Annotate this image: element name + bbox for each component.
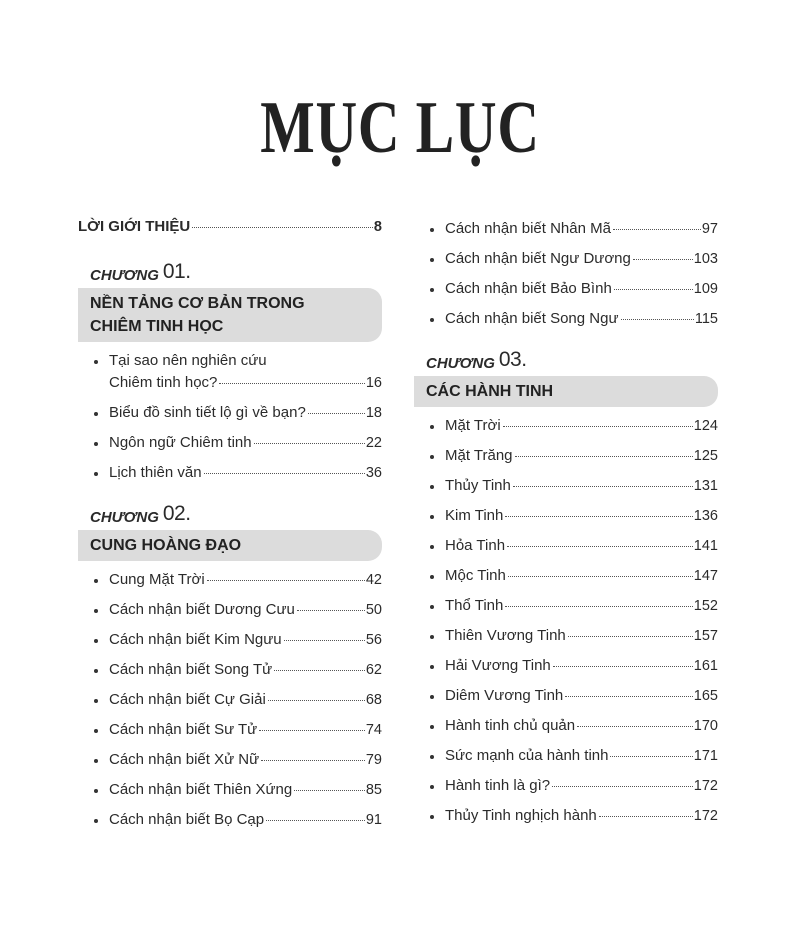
toc-entry-page: 97 — [701, 221, 718, 237]
chapter-title-line: CÁC HÀNH TINH — [426, 383, 554, 400]
toc-entry-line — [109, 462, 382, 484]
toc-entry[interactable] — [414, 218, 718, 240]
leader-dots — [507, 546, 693, 547]
chapter-label — [78, 256, 382, 288]
toc-entry-page: 152 — [693, 598, 718, 614]
leader-dots — [553, 666, 693, 667]
toc-entry[interactable] — [78, 462, 382, 484]
toc-entry-line — [109, 432, 382, 454]
toc-entry-line — [109, 779, 382, 801]
toc-entry-label: Cách nhận biết Song Ngư — [445, 310, 619, 327]
leader-dots — [508, 576, 693, 577]
toc-entry[interactable] — [414, 685, 718, 707]
toc-entry-label: Cách nhận biết Song Tử — [109, 661, 273, 678]
toc-entry-line — [445, 805, 718, 827]
chapter-title — [78, 530, 382, 561]
toc-entry-page: 103 — [693, 251, 718, 267]
leader-dots — [614, 289, 693, 290]
toc-entry-label: Cách nhận biết Nhân Mã — [445, 220, 611, 237]
toc-entry-label: Chiêm tinh học? — [109, 374, 218, 391]
chapter-title-line: CHIÊM TINH HỌC — [90, 318, 224, 335]
toc-entry-line — [445, 248, 718, 270]
toc-entry-label: Cách nhận biết Bảo Bình — [445, 280, 612, 297]
toc-entry[interactable] — [414, 278, 718, 300]
toc-entry-label: Thủy Tinh nghịch hành — [445, 807, 597, 824]
chapter-label — [78, 498, 382, 530]
toc-entry-page: 79 — [365, 752, 382, 768]
leader-dots — [192, 227, 373, 228]
toc-entry-page: 136 — [693, 508, 718, 524]
leader-dots — [505, 516, 692, 517]
toc-entry-page: 124 — [693, 418, 718, 434]
toc-entry-label: Cách nhận biết Thiên Xứng — [109, 781, 293, 798]
toc-intro-page: 8 — [373, 219, 382, 235]
toc-entry-page: 68 — [365, 692, 382, 708]
toc-entry-label: Cách nhận biết Xử Nữ — [109, 751, 260, 768]
leader-dots — [266, 820, 365, 821]
toc-entry-line — [109, 809, 382, 831]
toc-entry[interactable] — [78, 809, 382, 831]
toc-entry[interactable] — [78, 569, 382, 591]
toc-left-column — [78, 218, 382, 845]
toc-entry[interactable] — [78, 629, 382, 651]
toc-entry[interactable] — [414, 308, 718, 330]
toc-entry-line — [445, 625, 718, 647]
toc-entry-label: Thủy Tinh — [445, 477, 511, 494]
toc-entry-page: 125 — [693, 448, 718, 464]
toc-entry-page: 172 — [693, 778, 718, 794]
toc-entry-line — [109, 350, 382, 372]
toc-entry-list — [414, 218, 718, 330]
toc-entry-page: 36 — [365, 465, 382, 481]
leader-dots — [599, 816, 693, 817]
toc-intro-label: LỜI GIỚI THIỆU — [78, 218, 191, 235]
leader-dots — [610, 756, 692, 757]
toc-entry-label: Cách nhận biết Bọ Cạp — [109, 811, 265, 828]
toc-entry-line — [109, 719, 382, 741]
chapter-word: CHƯƠNG — [426, 355, 495, 372]
toc-entry-line — [445, 715, 718, 737]
toc-entry-label: Thiên Vương Tinh — [445, 627, 566, 644]
chapter-number: 01. — [162, 260, 191, 283]
toc-entry-line — [109, 599, 382, 621]
leader-dots — [297, 610, 365, 611]
chapter-section-01 — [78, 256, 382, 484]
leader-dots — [552, 786, 693, 787]
toc-entry-page: 115 — [694, 311, 718, 327]
toc-entry-page: 85 — [365, 782, 382, 798]
toc-intro-entry[interactable] — [78, 218, 382, 242]
toc-entry-page: 91 — [365, 812, 382, 828]
toc-entry[interactable] — [414, 655, 718, 677]
toc-entry-page: 147 — [693, 568, 718, 584]
toc-entry-page: 50 — [365, 602, 382, 618]
toc-entry-page: 16 — [365, 375, 382, 391]
toc-entry-label: Cung Mặt Trời — [109, 571, 205, 588]
chapter-word: CHƯƠNG — [90, 267, 159, 284]
toc-entry[interactable] — [414, 475, 718, 497]
toc-entry-line — [445, 505, 718, 527]
toc-entry-line — [109, 749, 382, 771]
leader-dots — [505, 606, 692, 607]
leader-dots — [577, 726, 693, 727]
toc-entry-line — [109, 629, 382, 651]
toc-entry-line — [109, 689, 382, 711]
toc-entry-label: Mặt Trời — [445, 417, 501, 434]
toc-entry-label: Cách nhận biết Ngư Dương — [445, 250, 631, 267]
toc-entry-line — [445, 278, 718, 300]
chapter-label — [414, 344, 718, 376]
toc-entry-label: Sức mạnh của hành tinh — [445, 747, 609, 764]
toc-entry-line — [445, 775, 718, 797]
toc-entry-label: Biểu đồ sinh tiết lộ gì về bạn? — [109, 404, 306, 421]
toc-entry-page: 161 — [693, 658, 718, 674]
toc-entry-line — [109, 402, 382, 424]
toc-entry[interactable] — [78, 719, 382, 741]
toc-entry[interactable] — [414, 248, 718, 270]
leader-dots — [261, 760, 365, 761]
toc-entry[interactable] — [78, 432, 382, 454]
toc-entry-label: Hải Vương Tinh — [445, 657, 551, 674]
toc-entry[interactable] — [414, 535, 718, 557]
toc-entry-line — [109, 659, 382, 681]
toc-entry-label: Cách nhận biết Kim Ngưu — [109, 631, 282, 648]
toc-entry-page: 22 — [365, 435, 382, 451]
leader-dots — [621, 319, 694, 320]
toc-entry[interactable] — [414, 415, 718, 437]
toc-entry[interactable] — [78, 779, 382, 801]
toc-entry-label: Cách nhận biết Dương Cưu — [109, 601, 295, 618]
toc-entry-line — [445, 415, 718, 437]
toc-entry[interactable] — [78, 689, 382, 711]
leader-dots — [515, 456, 693, 457]
toc-entry-label: Lịch thiên văn — [109, 464, 202, 481]
toc-entry-page: 170 — [693, 718, 718, 734]
toc-entry[interactable] — [414, 805, 718, 827]
toc-entry-line — [445, 308, 718, 330]
chapter-title — [78, 288, 382, 342]
toc-entry[interactable] — [414, 445, 718, 467]
leader-dots — [254, 443, 365, 444]
chapter-section-02 — [78, 498, 382, 831]
toc-entry[interactable] — [414, 775, 718, 797]
toc-entry-label: Hành tinh chủ quản — [445, 717, 576, 734]
toc-entry-label: Thổ Tinh — [445, 597, 504, 614]
toc-entry-line — [445, 565, 718, 587]
leader-dots — [294, 790, 365, 791]
toc-entry-line — [445, 685, 718, 707]
toc-entry[interactable] — [78, 659, 382, 681]
toc-entry-label: Hỏa Tinh — [445, 537, 506, 554]
toc-entry-label: Ngôn ngữ Chiêm tinh — [109, 434, 252, 451]
chapter-title-line: NỀN TẢNG CƠ BẢN TRONG — [90, 295, 305, 312]
page-title: MỤC LỤC — [260, 87, 540, 169]
toc-right-column — [414, 218, 718, 841]
leader-dots — [503, 426, 693, 427]
leader-dots — [565, 696, 693, 697]
leader-dots — [259, 730, 365, 731]
toc-entry-list — [78, 350, 382, 484]
chapter-word: CHƯƠNG — [90, 509, 159, 526]
toc-entry-page: 172 — [693, 808, 718, 824]
leader-dots — [633, 259, 693, 260]
leader-dots — [308, 413, 365, 414]
leader-dots — [568, 636, 693, 637]
leader-dots — [613, 229, 701, 230]
chapter-section-03 — [414, 344, 718, 827]
toc-entry-page: 56 — [365, 632, 382, 648]
leader-dots — [274, 670, 365, 671]
toc-entry[interactable] — [78, 599, 382, 621]
leader-dots — [513, 486, 693, 487]
toc-entry-label: Kim Tinh — [445, 507, 504, 524]
toc-entry[interactable] — [78, 402, 382, 424]
toc-entry-list — [414, 415, 718, 827]
toc-entry[interactable] — [78, 350, 382, 394]
leader-dots — [284, 640, 365, 641]
toc-entry-page: 131 — [693, 478, 718, 494]
toc-entry[interactable] — [414, 715, 718, 737]
chapter-number: 02. — [162, 502, 191, 525]
leader-dots — [219, 383, 364, 384]
toc-entry-line — [109, 372, 382, 394]
toc-entry-label: Mặt Trăng — [445, 447, 513, 464]
chapter-section-02-continued — [414, 218, 718, 330]
toc-entry-label: Hành tinh là gì? — [445, 777, 551, 794]
toc-entry-line — [445, 218, 718, 240]
toc-entry-page: 18 — [365, 405, 382, 421]
toc-entry-line — [445, 655, 718, 677]
toc-entry-line — [445, 745, 718, 767]
chapter-title-line: CUNG HOÀNG ĐẠO — [90, 537, 242, 554]
toc-entry-list — [78, 569, 382, 831]
leader-dots — [207, 580, 365, 581]
toc-entry-page: 157 — [693, 628, 718, 644]
toc-entry[interactable] — [414, 595, 718, 617]
toc-entry[interactable] — [414, 625, 718, 647]
toc-entry-label: Cách nhận biết Sư Tử — [109, 721, 258, 738]
toc-entry-page: 42 — [365, 572, 382, 588]
toc-entry[interactable] — [414, 745, 718, 767]
toc-entry[interactable] — [78, 749, 382, 771]
toc-entry[interactable] — [414, 505, 718, 527]
toc-entry-line — [109, 569, 382, 591]
toc-entry-label: Mộc Tinh — [445, 567, 506, 584]
chapter-number: 03. — [498, 348, 527, 371]
toc-entry-line — [445, 475, 718, 497]
toc-entry-line — [445, 445, 718, 467]
toc-entry[interactable] — [414, 565, 718, 587]
toc-entry-page: 74 — [365, 722, 382, 738]
toc-entry-label: Tại sao nên nghiên cứu — [109, 352, 267, 369]
toc-entry-page: 141 — [693, 538, 718, 554]
toc-entry-page: 171 — [693, 748, 718, 764]
toc-entry-label: Diêm Vương Tinh — [445, 687, 564, 704]
chapter-title — [414, 376, 718, 407]
leader-dots — [268, 700, 365, 701]
leader-dots — [204, 473, 365, 474]
toc-entry-label: Cách nhận biết Cự Giải — [109, 691, 266, 708]
toc-entry-page: 109 — [693, 281, 718, 297]
toc-entry-page: 62 — [365, 662, 382, 678]
toc-entry-page: 165 — [693, 688, 718, 704]
toc-entry-line — [445, 535, 718, 557]
toc-entry-line — [445, 595, 718, 617]
